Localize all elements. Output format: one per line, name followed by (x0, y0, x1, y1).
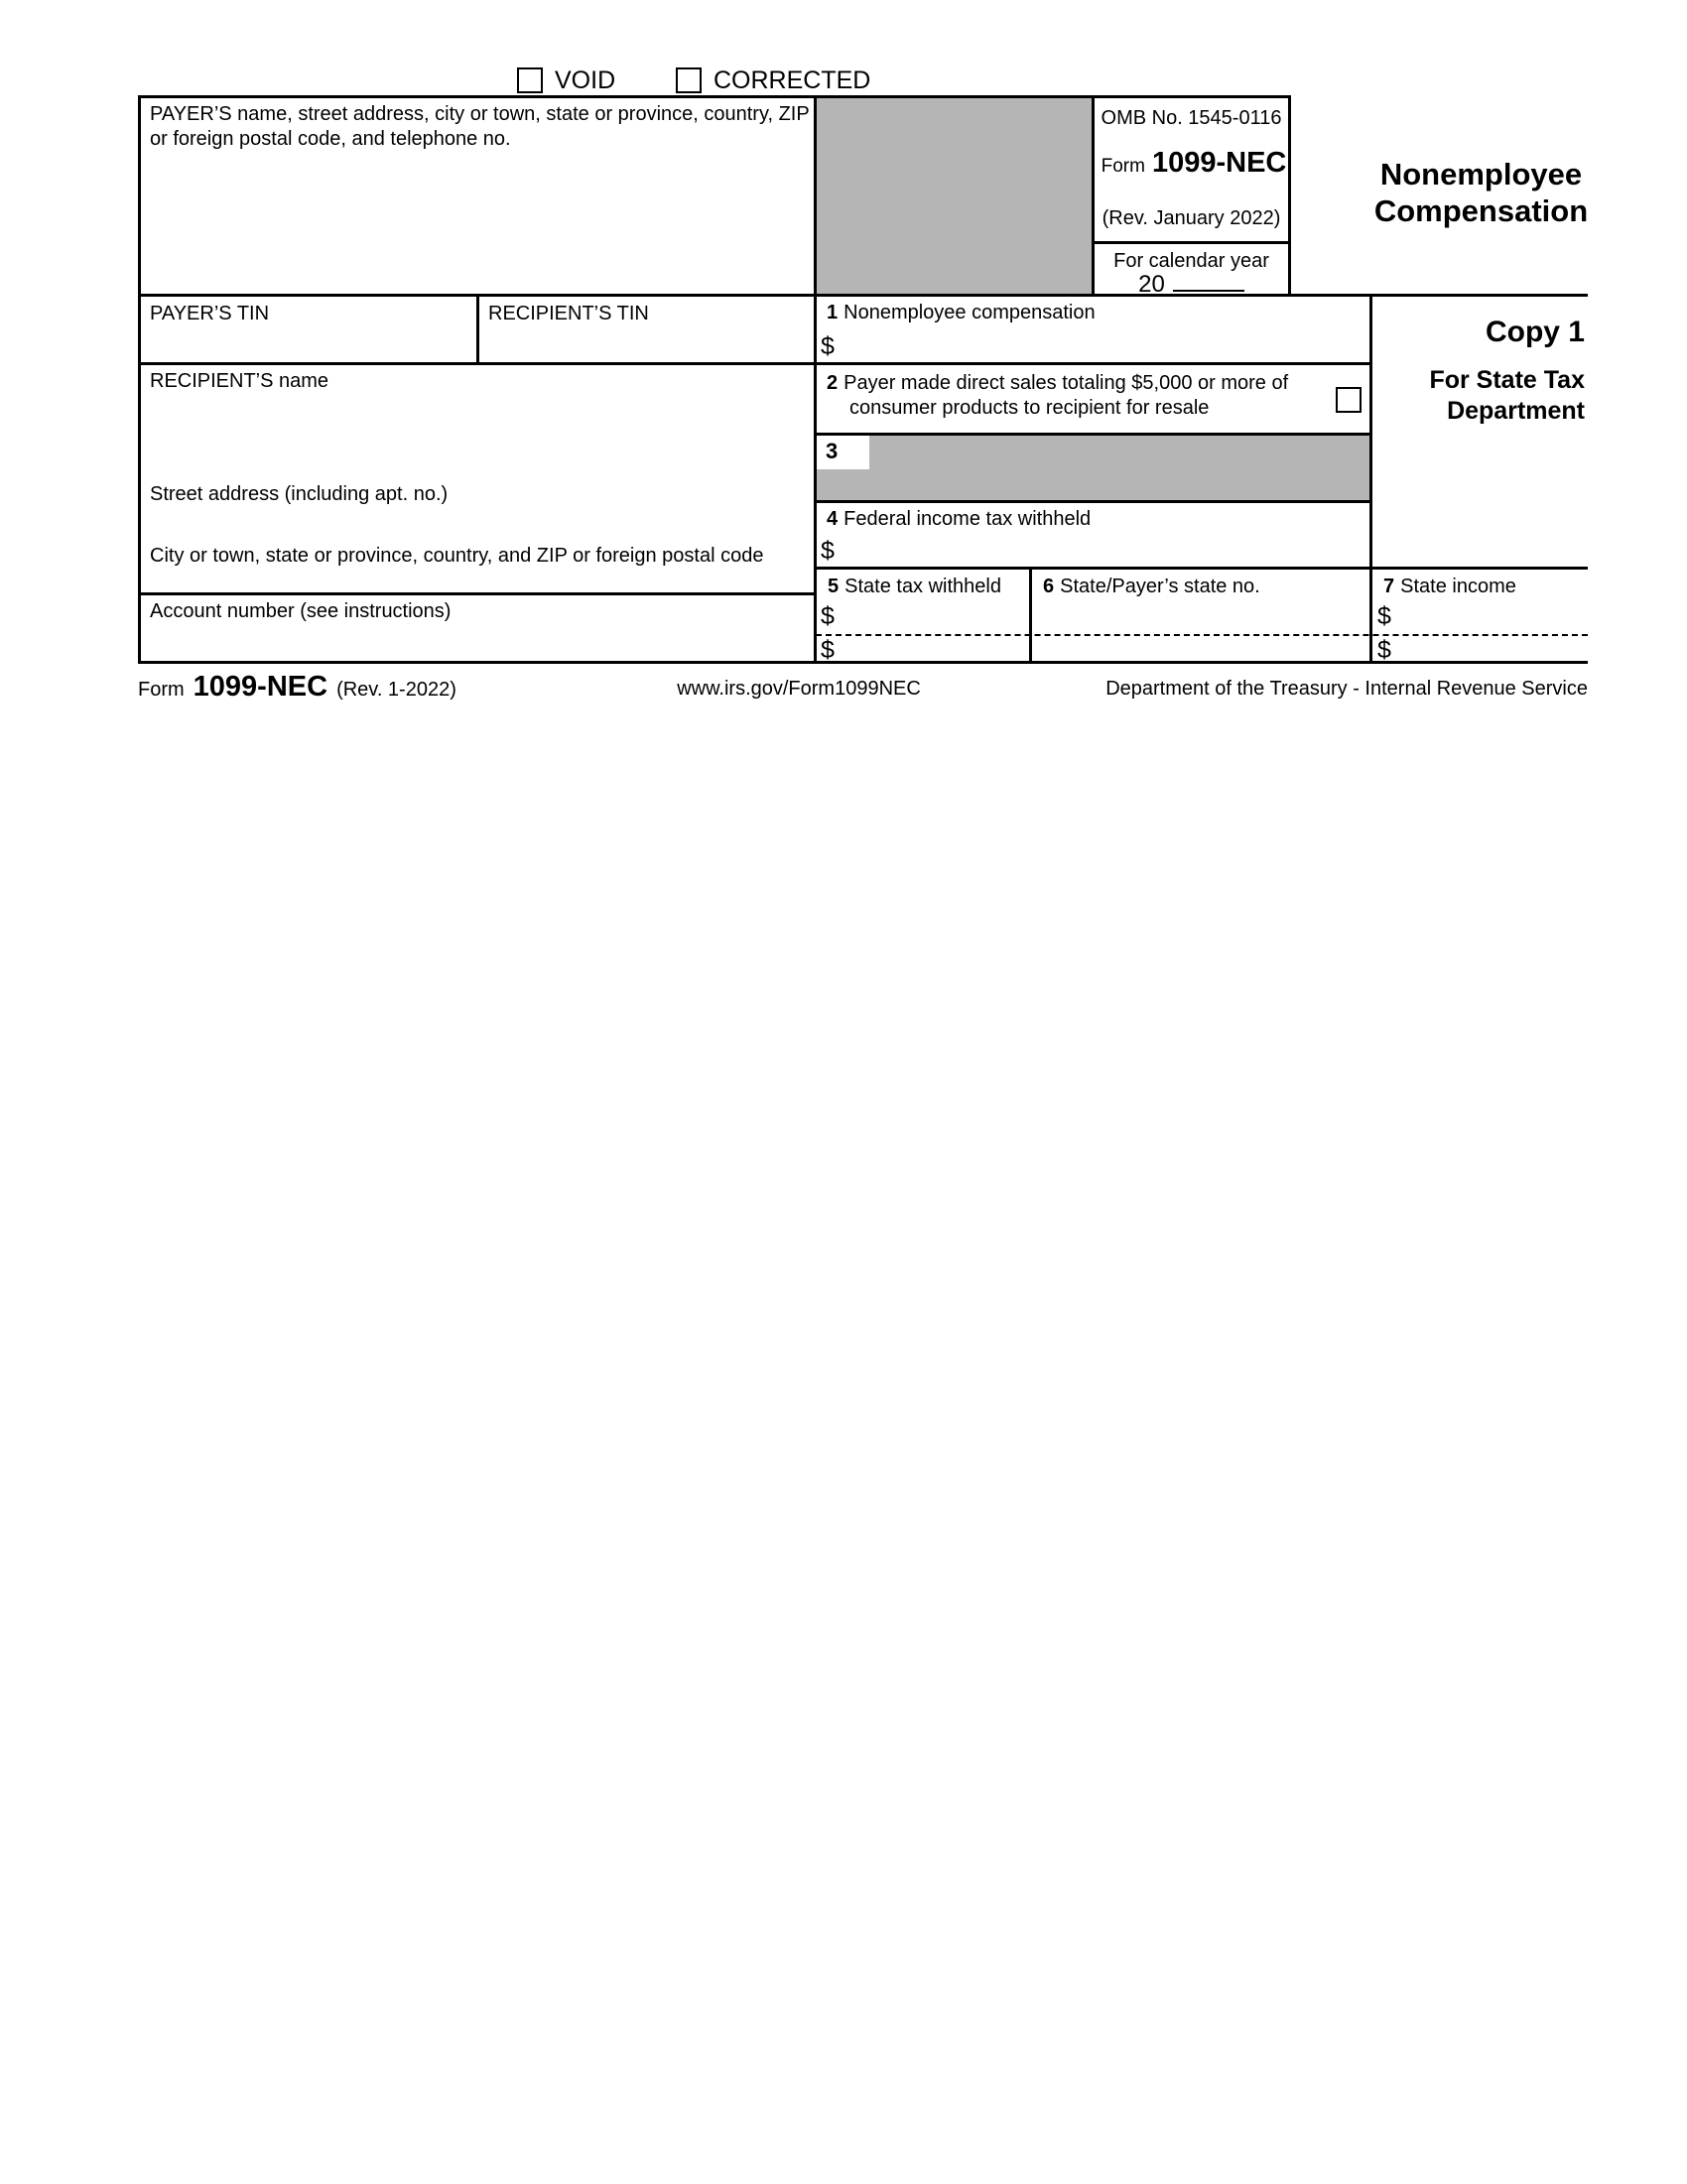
box2-label-text1: Payer made direct sales totaling $5,000 or more of (844, 372, 1289, 394)
box3-number: 3 (826, 439, 839, 463)
recipient-name-label: RECIPIENT’S name (150, 370, 329, 392)
box2-checkbox[interactable] (1336, 387, 1362, 413)
box2-number: 2 (827, 372, 839, 394)
footer-revision: (Rev. 1-2022) (336, 679, 456, 701)
tin-row-border (138, 362, 1372, 365)
omb-right-border (1288, 95, 1291, 297)
omb-calendar-divider (1092, 241, 1290, 244)
void-checkbox[interactable] (517, 67, 543, 93)
box2-bottom-border (814, 433, 1372, 436)
payer-label-line1: PAYER’S name, street address, city or town, state or province, country, ZIP (150, 103, 810, 125)
footer-form-id (138, 671, 456, 704)
box4-number: 4 (827, 508, 839, 530)
calendar-year-prefix: 20 (1138, 271, 1165, 298)
box5-number: 5 (828, 576, 840, 597)
form-title (1369, 157, 1593, 229)
box4-bottom-border (814, 567, 1588, 570)
calendar-year-label: For calendar year (1113, 250, 1269, 272)
box6-label (1043, 575, 1260, 598)
copy-number: Copy 1 (1485, 316, 1585, 348)
omb-number: OMB No. 1545-0116 (1101, 107, 1282, 129)
box5-label-text: State tax withheld (844, 576, 1001, 597)
box5-dollar-upper: $ (821, 602, 835, 630)
box5-label (828, 575, 1001, 598)
box4-label (827, 507, 1091, 531)
box7-number: 7 (1383, 576, 1395, 597)
box7-label (1383, 575, 1516, 598)
box2-label-line1 (827, 371, 1288, 395)
calendar-year-blank[interactable] (1173, 270, 1244, 292)
calendar-year-entry[interactable] (1095, 270, 1288, 299)
account-top-border (138, 592, 817, 595)
footer-form-word: Form (138, 679, 185, 701)
box6-number: 6 (1043, 576, 1055, 597)
blank-gray-box (814, 95, 1092, 294)
footer-form-number: 1099-NEC (193, 671, 328, 703)
box7-dollar-lower: $ (1377, 636, 1391, 664)
void-label: VOID (555, 66, 616, 94)
box7-label-text: State income (1400, 576, 1516, 597)
corrected-label: CORRECTED (714, 66, 871, 94)
street-address-label: Street address (including apt. no.) (150, 483, 449, 505)
omb-form-line (1100, 147, 1288, 180)
omb-revision: (Rev. January 2022) (1102, 207, 1281, 229)
copy-for-line2: Department (1447, 396, 1585, 425)
box1-dollar-sign: $ (821, 332, 835, 360)
copy-for-line1: For State Tax (1429, 366, 1585, 394)
box3-number-corner (814, 433, 869, 469)
account-number-label: Account number (see instructions) (150, 600, 452, 622)
form-border-left (138, 95, 141, 663)
form-title-line1: Nonemployee (1379, 157, 1583, 192)
footer-department: Department of the Treasury - Internal Revenue Service (1105, 678, 1588, 700)
box1-label (827, 301, 1096, 324)
form-border-top (138, 95, 1291, 98)
box3-bottom-border (814, 500, 1372, 503)
corrected-checkbox[interactable] (676, 67, 702, 93)
box4-dollar-sign: $ (821, 537, 835, 565)
city-label: City or town, state or province, country, and ZIP or foreign postal code (150, 545, 764, 567)
footer-url[interactable]: www.irs.gov/Form1099NEC (677, 678, 921, 700)
box2-label-line2: consumer products to recipient for resale (849, 397, 1210, 419)
recipient-tin-label: RECIPIENT’S TIN (488, 303, 649, 324)
box5-box6-divider (1029, 567, 1032, 663)
payer-tin-label: PAYER’S TIN (150, 303, 270, 324)
box6-label-text: State/Payer’s state no. (1060, 576, 1260, 597)
omb-form-word: Form (1101, 156, 1145, 177)
box1-number: 1 (827, 302, 839, 323)
copy-for (1290, 365, 1585, 426)
omb-form-number: 1099-NEC (1151, 147, 1287, 179)
box3-gray-area (814, 433, 1369, 500)
box4-label-text: Federal income tax withheld (844, 508, 1092, 530)
amount-dashed-line (816, 634, 1588, 636)
box7-dollar-upper: $ (1377, 602, 1391, 630)
payer-label-line2: or foreign postal code, and telephone no. (150, 128, 511, 150)
middle-column-divider (814, 95, 817, 663)
tin-divider (476, 294, 479, 365)
box5-dollar-lower: $ (821, 636, 835, 664)
form-title-line2: Compensation (1373, 193, 1589, 228)
box1-label-text: Nonemployee compensation (844, 302, 1096, 323)
